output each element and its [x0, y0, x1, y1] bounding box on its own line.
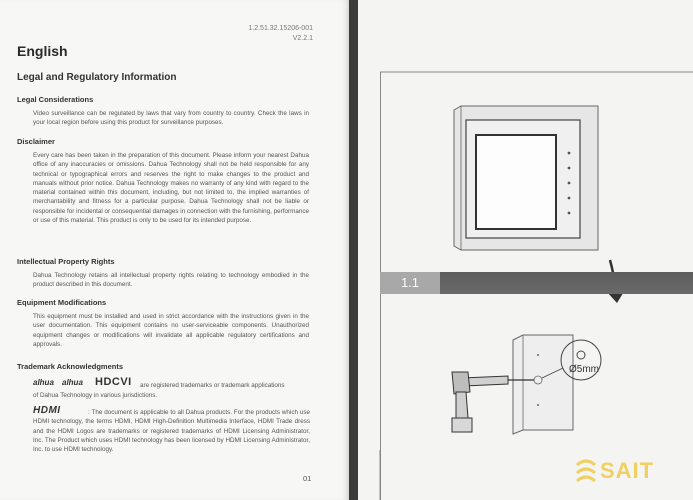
trademark-text-line1: are registered trademarks or trademark applications — [140, 382, 285, 389]
paragraph-disclaimer: Every care has been taken in the preparation of this document. Please inform your nearest Dahua office of any inaccuracies or omissions. Dahua Technology shall not be held responsible for any technical or typographical errors and reserves the right to make changes to the product and manuals without prior notice. Dahua Technology makes no warranty of any kind with regard to the material contained within this document, including, but not limited to, the implied warranties of merchantability and fitness for a particular purpose. Dahua Technology shall not be liable or responsible for incidental or consequential damages in connection with the furnishing, performance or use of this material. This product is only to be used for its intended purpose. — [33, 152, 309, 225]
paragraph-intellectual-property: Dahua Technology retains all intellectual property rights relating to technology embodied in the product described in this document. — [33, 272, 309, 289]
dahua-logo: alhua — [33, 378, 54, 387]
indoor-monitor — [454, 106, 598, 250]
step-bar — [380, 272, 693, 294]
hole-diameter-label: Ø5mm — [569, 364, 599, 375]
paragraph-hdmi — [33, 408, 310, 454]
dahua-logo-outline: alhua — [62, 378, 83, 387]
step-label: 1.1 — [380, 272, 440, 294]
right-page — [358, 0, 693, 500]
doc-code-number: 1.2.51.32.15206-001 — [248, 25, 313, 32]
installation-illustration — [358, 0, 693, 500]
language-title: English — [17, 43, 68, 59]
watermark-logo — [573, 455, 678, 489]
watermark-text: SAIT — [600, 458, 655, 483]
heading-disclaimer: Disclaimer — [17, 137, 55, 146]
trademark-logos-row — [33, 378, 313, 390]
main-heading: Legal and Regulatory Information — [17, 72, 177, 83]
hdcvi-logo: HDCVI — [95, 376, 132, 388]
heading-intellectual-property: Intellectual Property Rights — [17, 257, 115, 266]
doc-version: V2.2.1 — [292, 35, 313, 42]
watermark-swirl-icon — [573, 457, 599, 487]
hdmi-text: : The document is applicable to all Dahua products. For the products which use HDMI technology, the terms HDMI, HDMI High-Definition Multimedia Interface, HDMI Trade dress and the HDMI Logos are trademarks or registered trademarks of HDMI Licensing Administrator, Inc. The Product which uses HDMI technology has been licensed by HDMI Licensing Administrator, Inc. to use HDMI technology. — [33, 409, 310, 454]
paragraph-legal-considerations: Video surveillance can be regulated by laws that vary from country to country. Check the laws in your local region before using this product for surveillance purposes. — [33, 110, 309, 127]
heading-legal-considerations: Legal Considerations — [17, 95, 94, 104]
heading-equipment-modifications: Equipment Modifications — [17, 298, 107, 307]
heading-trademark-acknowledgments: Trademark Acknowledgments — [17, 362, 124, 371]
paragraph-equipment-modifications: This equipment must be installed and used in strict accordance with the instructions given in the user documentation. This equipment contains no user-serviceable components. Unauthorized equipment changes or modifications will invalidate all applicable regulatory certifications and approvals. — [33, 313, 309, 348]
page-number: 01 — [303, 474, 312, 483]
document-code — [248, 24, 313, 44]
trademark-text-line2: of Dahua Technology in various jurisdictions. — [33, 392, 158, 399]
hdmi-logo: HDMI — [33, 405, 61, 416]
